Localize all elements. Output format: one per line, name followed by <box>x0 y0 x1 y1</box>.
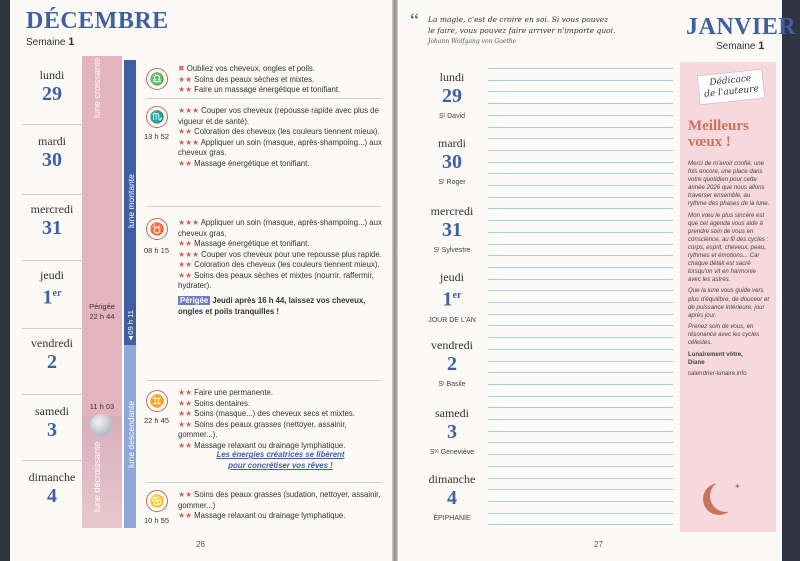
writing-line <box>488 138 673 139</box>
day-vendredi: vendredi 2 Sᵗ Basile <box>431 338 473 388</box>
writing-line <box>488 501 673 502</box>
writing-line <box>488 80 673 81</box>
page-number: 27 <box>594 540 603 549</box>
writing-line <box>488 267 673 268</box>
entry-time: 22 h 45 <box>144 416 170 425</box>
energy-message: Les énergies créatrices se libèrent pour concrétiser vos rêves ! <box>216 450 345 470</box>
writing-line <box>488 407 673 408</box>
gemini-icon: ♊ <box>146 390 168 412</box>
writing-line <box>488 185 673 186</box>
day-separator <box>22 328 84 329</box>
writing-line <box>488 290 673 291</box>
writing-line <box>488 396 673 397</box>
dedication-tag: Dédicace de l'auteure <box>697 69 766 106</box>
writing-line <box>488 103 673 104</box>
day-separator <box>22 124 84 125</box>
entry-block: ★★ Faire une permanente. ★★ Soins dentaires. ★★ Soins (masque...) des cheveux secs et mixtes. ★★ Soins des peaux grasses (nettoyer, assainir, gommer...). ★★ Massage relaxant ou drainage lymphatique. <box>178 388 355 450</box>
entry-block: ✖ Oubliez vos cheveux, ongles et poils. ★★ Soins des peaux sèches et mixtes. ★★ Faire un massage énergétique et tonifiant. <box>178 64 341 94</box>
writing-line <box>488 489 673 490</box>
cancer-icon: ♋ <box>146 490 168 512</box>
writing-line <box>488 173 673 174</box>
writing-line <box>488 68 673 69</box>
entry-time: 08 h 15 <box>144 246 170 255</box>
day-mercredi: mercredi 31 Sᵗ Sylvestre <box>430 204 474 254</box>
perigee-marker: Périgée 22 h 44 <box>89 302 115 321</box>
left-page <box>10 0 392 561</box>
day-jeudi: jeudi 1er <box>40 268 64 309</box>
writing-line <box>488 325 673 326</box>
writing-line <box>488 337 673 338</box>
entry-block: ★★★ Appliquer un soin (masque, après-shampoing...) aux cheveux gras. ★★ Massage énergétique et tonifiant. ★★★ Couper vos cheveux pour une repousse plus rapide. ★★ Coloration des cheveux (les couleurs tiennent mieux). ★★ Soins des peaux sèches et mixtes (nourrir, raffermir, hydrater). <box>178 218 382 290</box>
week-label: Semaine 1 <box>716 40 765 52</box>
perigee-note: Périgée Jeudi après 16 h 44, laissez vos cheveux, ongles et poils tranquilles ! <box>178 296 366 316</box>
day-samedi: samedi 3 <box>35 404 69 441</box>
writing-line <box>488 349 673 350</box>
label-decroissante: lune décroissante <box>92 441 102 512</box>
moon-band-croissante <box>82 56 122 416</box>
entry-separator <box>146 482 382 483</box>
day-mercredi: mercredi 31 <box>30 202 74 239</box>
writing-line <box>488 162 673 163</box>
writing-line <box>488 279 673 280</box>
star-icon: ✦ <box>734 482 741 491</box>
entry-time: 10 h 55 <box>144 516 170 525</box>
writing-line <box>488 255 673 256</box>
writing-line <box>488 150 673 151</box>
week-label: Semaine 1 <box>26 36 75 48</box>
taurus-icon: ♉ <box>146 218 168 240</box>
day-lundi: lundi 29 Sᵗ David <box>438 70 466 120</box>
month-title: JANVIER <box>686 14 797 40</box>
label-descendante: lune descendante <box>126 400 136 468</box>
day-mardi: mardi 30 Sᵗ Roger <box>438 136 466 186</box>
dedication-panel <box>680 62 776 532</box>
page-number: 26 <box>196 540 205 549</box>
writing-line <box>488 302 673 303</box>
right-page <box>398 0 797 561</box>
day-separator <box>22 460 84 461</box>
writing-line <box>488 454 673 455</box>
day-jeudi: jeudi 1er JOUR DE L'AN <box>428 270 476 324</box>
day-separator <box>22 194 84 195</box>
writing-line <box>488 232 673 233</box>
libra-icon: ♎ <box>146 68 168 90</box>
entry-separator <box>146 98 382 99</box>
writing-line <box>488 208 673 209</box>
quote: La magie, c'est de croire en soi. Si vous pouvez le faire, vous pouvez faire arriver n'importe quoi. Johann Wolfgang von Goethe <box>428 15 616 45</box>
writing-line <box>488 478 673 479</box>
writing-line <box>488 466 673 467</box>
writing-line <box>488 115 673 116</box>
day-lundi: lundi 29 <box>39 68 65 105</box>
writing-line <box>488 442 673 443</box>
panel-title: Meilleurs vœux ! <box>688 118 749 150</box>
month-title: DÉCEMBRE <box>26 8 169 34</box>
writing-line <box>488 419 673 420</box>
day-dimanche: dimanche 4 ÉPIPHANIE <box>428 472 476 522</box>
writing-line <box>488 361 673 362</box>
writing-line <box>488 513 673 514</box>
writing-line <box>488 220 673 221</box>
writing-line <box>488 314 673 315</box>
label-croissante: lune croissante <box>92 57 102 118</box>
entry-separator <box>146 380 382 381</box>
entry-block: ★★ Soins des peaux grasses (sudation, nettoyer, assainir, gommer...) ★★ Massage relaxant ou drainage lymphatique. <box>178 490 381 520</box>
writing-line <box>488 384 673 385</box>
day-mardi: mardi 30 <box>38 134 66 171</box>
quote-mark-icon: “ <box>410 10 419 32</box>
full-moon-time: 11 h 03 <box>89 402 115 411</box>
day-vendredi: vendredi 2 <box>31 336 73 373</box>
writing-line <box>488 197 673 198</box>
writing-line <box>488 524 673 525</box>
writing-line <box>488 244 673 245</box>
full-moon-icon <box>90 414 112 436</box>
entry-time: 13 h 52 <box>144 132 170 141</box>
day-separator <box>22 260 84 261</box>
writing-line <box>488 91 673 92</box>
scorpio-icon: ♏ <box>146 106 168 128</box>
panel-text: Merci de m'avoir confié, une fois encore, une place dans votre quotidien pour cette année 2026 que nous allons traverser ensemble, au rythme des phases de la lune. Mon vœu le plus sincère est que cet agenda vous aide à prendre soin de vous en conscience, au fil des cycles : corps, esprit, cheveux, peau, rythmes et émotions... Car chaque détail est sacré lorsqu'on vit en harmonie avec les astres. Que la lune vous guide vers plus d'équilibre, de douceur et de puissance intérieure, jour après jour. Prenez soin de vous, en résonance avec les cycles célestes. Lunairement vôtre, Diane calendrier-lunaire.info <box>688 160 770 378</box>
label-montante: lune montante <box>126 174 136 228</box>
day-separator <box>22 394 84 395</box>
writing-line <box>488 127 673 128</box>
entry-separator <box>146 206 382 207</box>
day-dimanche: dimanche 4 <box>28 470 76 507</box>
entry-block: ★★★ Couper vos cheveux (repousse rapide avec plus de vigueur et de santé). ★★ Coloration des cheveux (les couleurs tiennent mieux). ★★★ Appliquer un soin (masque, après-shampoing...) aux cheveux gras. ★★ Massage énergétique et tonifiant. <box>178 106 382 168</box>
day-samedi: samedi 3 Sᵗᵉ Geneviève <box>429 406 475 456</box>
writing-line <box>488 372 673 373</box>
writing-line <box>488 431 673 432</box>
label-change-time: ◄09 h 11 <box>126 310 135 342</box>
